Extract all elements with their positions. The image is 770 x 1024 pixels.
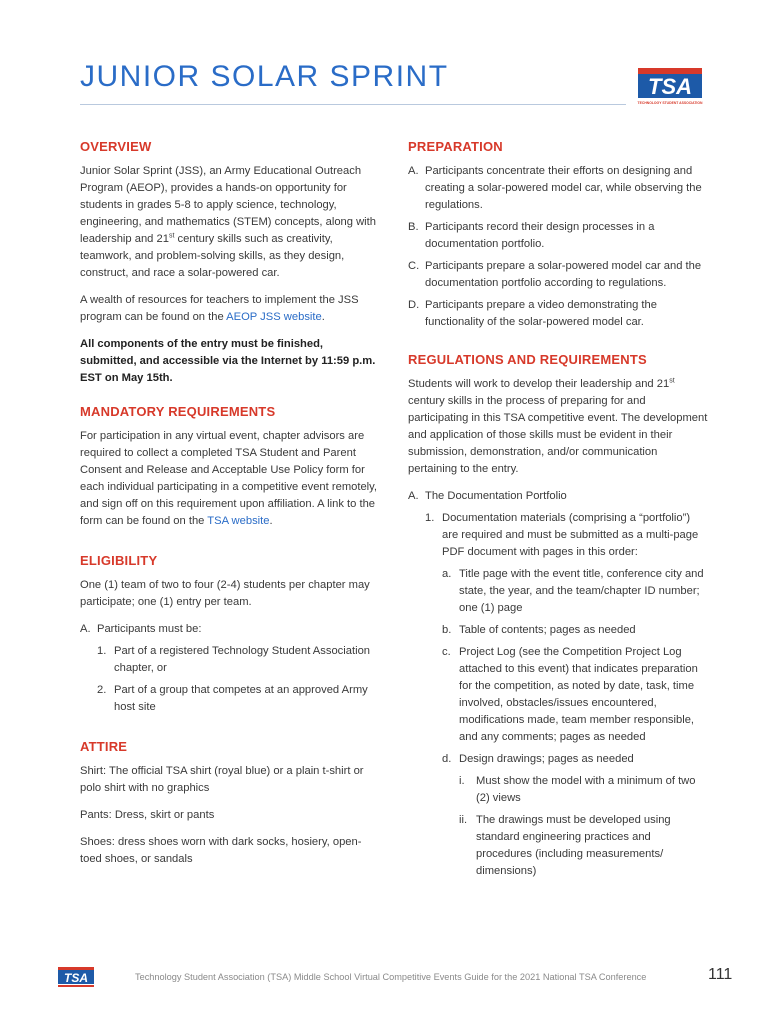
page-title: JUNIOR SOLAR SPRINT (80, 60, 449, 93)
list-item: D. Participants prepare a video demonstrating the functionality of the solar-powered model car. (408, 299, 657, 328)
list-item: A. The Documentation Portfolio (408, 490, 567, 502)
attire-pants: Pants: Dress, skirt or pants (80, 809, 215, 821)
attire-shoes: Shoes: dress shoes worn with dark socks, hosiery, open-toed shoes, or sandals (80, 836, 362, 865)
mandatory-paragraph: For participation in any virtual event, chapter advisors are required to collect a completed TSA Student and Parent Consent and Release and Acceptable Use Policy form for each individual participating in a competitive event remotely, and sign off on this requirement upon affiliation. A link to the form can be found on the TSA website. (80, 430, 378, 527)
title-divider (80, 104, 626, 105)
attire-heading: ATTIRE (80, 739, 128, 754)
list-item: 1. Documentation materials (comprising a “portfolio”) are required and must be submitted as a multi-page PDF document with pages in this order: (425, 512, 699, 558)
eligibility-paragraph: One (1) team of two to four (2-4) students per chapter may participate; one (1) entry per team. (80, 579, 370, 608)
list-item: A. Participants concentrate their efforts on designing and creating a solar-powered model car, while observing the regulations. (408, 165, 702, 211)
list-item: d. Design drawings; pages as needed (442, 753, 634, 765)
page-number: 111 (708, 966, 733, 983)
overview-heading: OVERVIEW (80, 139, 152, 154)
eligibility-heading: ELIGIBILITY (80, 553, 158, 568)
preparation-heading: PREPARATION (408, 139, 503, 154)
list-item: B. Participants record their design processes in a documentation portfolio. (408, 221, 655, 250)
footer-text: Technology Student Association (TSA) Middle School Virtual Competitive Events Guide for the 2021 National TSA Conference (135, 972, 647, 982)
list-item: ii. The drawings must be developed using standard engineering practices and procedures (including measurements/ dimensions) (459, 814, 671, 877)
right-column (408, 138, 708, 885)
list-item: 1. Part of a registered Technology Student Association chapter, or (97, 645, 371, 674)
tsa-website-link[interactable]: TSA website (207, 515, 270, 527)
attire-shirt: Shirt: The official TSA shirt (royal blue) or a plain t-shirt or polo shirt with no graphics (80, 765, 364, 794)
list-item: C. Participants prepare a solar-powered model car and the documentation portfolio according to regulations. (408, 260, 702, 289)
aeop-jss-link[interactable]: AEOP JSS website (226, 311, 322, 323)
list-item: A. Participants must be: (80, 623, 202, 635)
regulations-intro: Students will work to develop their leadership and 21st century skills in the process of preparing for and participating in this TSA competitive event. The development and application of those skills must be evident in their submission, demonstration, and/or communication pertaining to the entry. (408, 377, 708, 475)
list-item: i. Must show the model with a minimum of two (2) views (459, 775, 696, 804)
logo-text: TSA (648, 74, 692, 99)
list-item: a. Title page with the event title, conference city and state, the year, and the team/chapter ID number; one (1) page (442, 568, 704, 614)
tsa-logo (636, 64, 704, 106)
regulations-heading: REGULATIONS AND REQUIREMENTS (408, 352, 647, 367)
left-column (80, 138, 380, 878)
footer-tsa-logo (58, 966, 94, 988)
list-item: b. Table of contents; pages as needed (442, 624, 636, 636)
overview-paragraph-2: A wealth of resources for teachers to implement the JSS program can be found on the AEOP JSS website. (80, 294, 359, 323)
list-item: 2. Part of a group that competes at an approved Army host site (97, 684, 368, 713)
mandatory-heading: MANDATORY REQUIREMENTS (80, 404, 276, 419)
logo-subtext: TECHNOLOGY STUDENT ASSOCIATION (637, 101, 703, 105)
list-item: c. Project Log (see the Competition Project Log attached to this event) that indicates preparation for the competition, as noted by date, task, time involved, obstacles/issues encountered, modifications made, team member responsible, and any comments; pages as needed (442, 646, 698, 743)
deadline-notice: All components of the entry must be finished, submitted, and accessible via the Internet by 11:59 p.m. EST on May 15th. (80, 338, 376, 384)
svg-text:TSA: TSA (64, 971, 88, 985)
overview-paragraph-1: Junior Solar Sprint (JSS), an Army Educational Outreach Program (AEOP), provides a hands-on opportunity for students in grades 5-8 to apply science, technology, engineering, and mathematics (STEM) concepts, along with leadership and 21st century skills such as creativity, teamwork, and problem-solving skills, as they design, construct, and race a solar-powered car. (80, 165, 376, 279)
